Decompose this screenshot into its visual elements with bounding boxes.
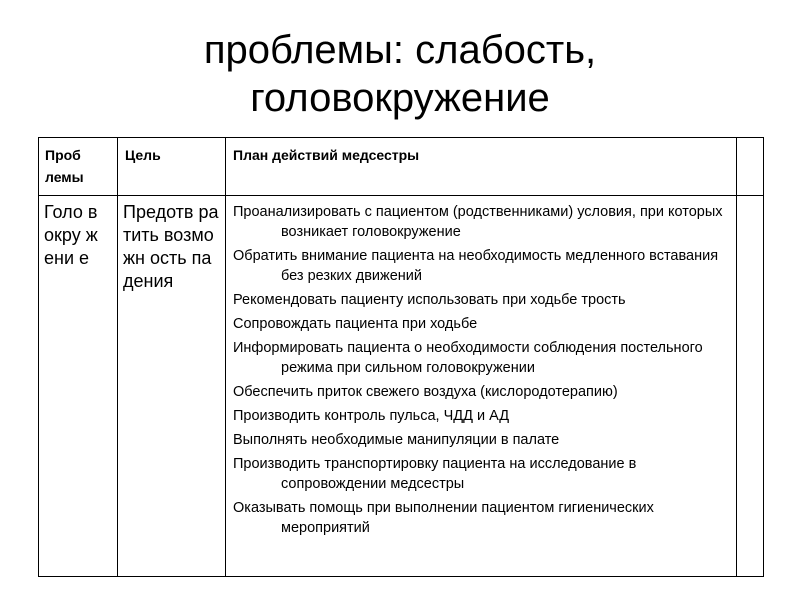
header-plan-text: План действий медсестры (233, 147, 420, 163)
problem-text: Голо вокру жени е (44, 202, 98, 268)
header-plan (233, 144, 723, 166)
header-goal-text: Цель (125, 147, 161, 163)
header-divider (39, 195, 763, 196)
title-line-1: проблемы: слабость, (203, 28, 597, 72)
goal-cell (123, 201, 221, 293)
plan-cell (233, 202, 738, 542)
header-goal (125, 144, 221, 166)
plan-item: Производить контроль пульса, ЧДД и АД (233, 408, 510, 424)
plan-item: Обратить внимание пациента на необходимость медленного вставания без резких движений (233, 248, 719, 284)
plan-item: Рекомендовать пациенту использовать при ходьбе трость (233, 292, 626, 308)
column-divider-2 (225, 138, 226, 576)
title-line-2: головокружение (250, 76, 550, 120)
header-problems (45, 144, 101, 188)
slide-title (0, 26, 800, 122)
goal-text: Предотв ратить возможн ость падения (123, 202, 219, 291)
problem-cell (44, 201, 106, 270)
plan-item: Сопровождать пациента при ходьбе (233, 316, 478, 332)
plan-item: Производить транспортировку пациента на исследование в сопровождении медсестры (233, 456, 637, 492)
column-divider-1 (117, 138, 118, 576)
plan-item: Информировать пациента о необходимости соблюдения постельного режима при сильном головокружении (233, 340, 703, 376)
plan-item: Выполнять необходимые манипуляции в палате (233, 432, 560, 448)
plan-item: Обеспечить приток свежего воздуха (кислородотерапию) (233, 384, 618, 400)
plan-item: Оказывать помощь при выполнении пациентом гигиенических мероприятий (233, 500, 654, 536)
header-problems-text: Проб лемы (45, 147, 84, 185)
plan-item: Проанализировать с пациентом (родственниками) условия, при которых возникает головокружение (233, 204, 723, 240)
